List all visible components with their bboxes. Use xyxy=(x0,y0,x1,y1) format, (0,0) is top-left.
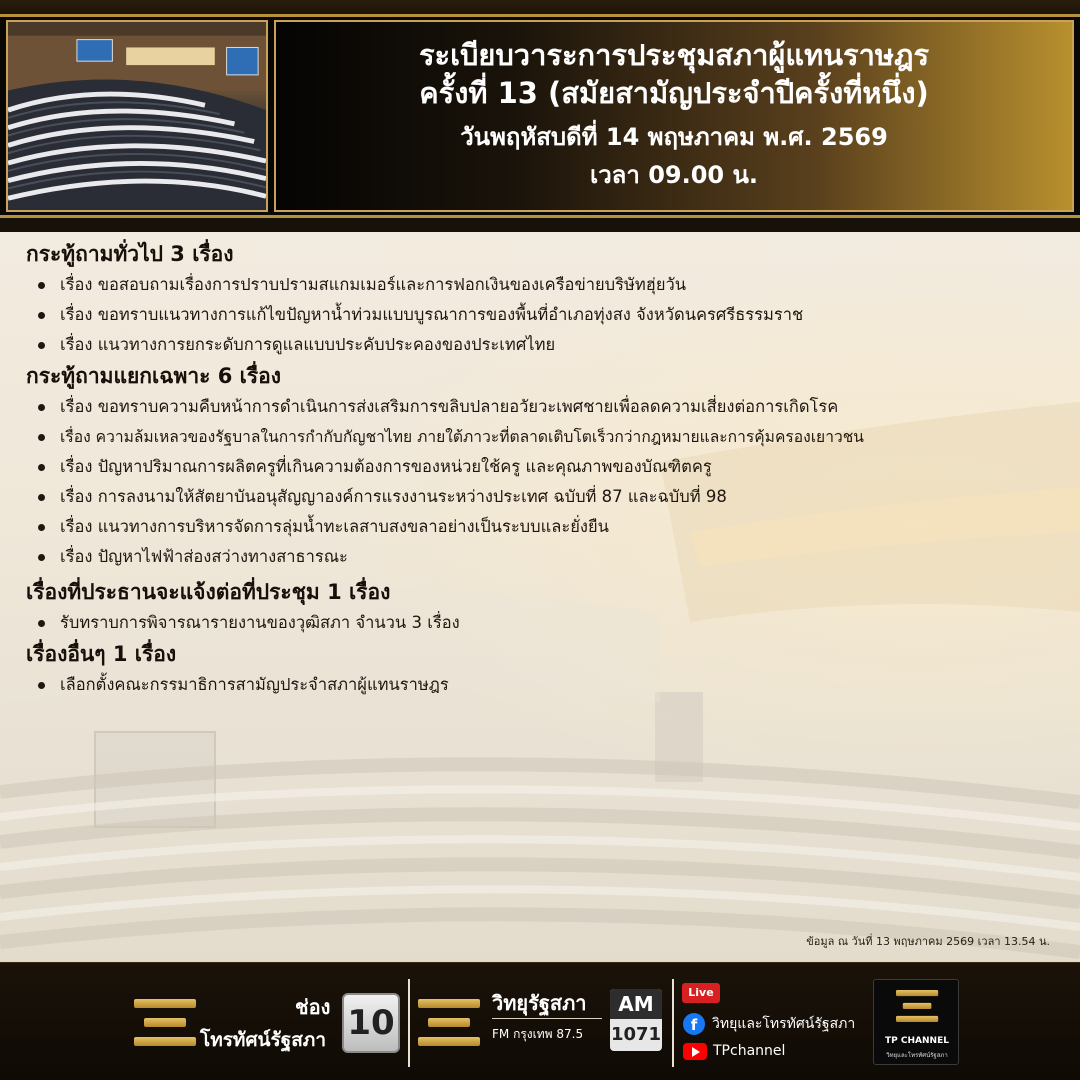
agenda-title: ระเบียบวาระการประชุมสภาผู้แทนราษฎร xyxy=(418,38,930,72)
list-item xyxy=(26,392,1066,422)
facebook-icon[interactable]: f xyxy=(683,1013,705,1035)
bullet-icon xyxy=(38,342,45,349)
list-item-text: เรื่อง ขอทราบความคืบหน้าการดำเนินการส่งเสริมการขลิบปลายอวัยวะเพศชายเพื่อลดความเสี่ยงต่อการเกิดโรค xyxy=(60,397,839,416)
am-label: AM xyxy=(610,989,662,1019)
section-heading-chairman-notice: เรื่องที่ประธานจะแจ้งต่อที่ประชุม 1 เรื่อง xyxy=(26,580,391,604)
parliament-chamber-photo xyxy=(6,20,268,212)
am-frequency-badge xyxy=(610,989,662,1051)
list-item xyxy=(26,300,1066,330)
list-item-text: เรื่อง ความล้มเหลวของรัฐบาลในการกำกับกัญชาไทย ภายใต้ภาวะที่ตลาดเติบโตเร็วกว่ากฎหมายและการคุ้มครองเยาวชน xyxy=(60,428,864,446)
section-heading-general-questions: กระทู้ถามทั่วไป 3 เรื่อง xyxy=(26,242,234,266)
section-heading-other-matters: เรื่องอื่นๆ 1 เรื่อง xyxy=(26,642,177,666)
bullet-icon xyxy=(38,494,45,501)
list-item-text: เรื่อง ขอสอบถามเรื่องการปราบปรามสแกมเมอร์และการฟอกเงินของเครือข่ายบริษัทฮุ่ยวัน xyxy=(60,275,687,294)
youtube-icon[interactable] xyxy=(683,1043,707,1060)
list-item xyxy=(26,542,1066,572)
bullet-icon xyxy=(38,620,45,627)
tp-channel-logo xyxy=(873,979,959,1065)
agenda-body xyxy=(0,232,1080,962)
footer-broadcast-bar xyxy=(0,962,1080,1080)
header xyxy=(0,0,1080,232)
tv-channel-label: ช่อง xyxy=(295,995,331,1019)
bullet-icon xyxy=(38,434,45,441)
am-frequency: 1071 xyxy=(610,1024,662,1045)
general-questions-list xyxy=(26,270,1066,360)
list-item-text: รับทราบการพิจารณารายงานของวุฒิสภา จำนวน 3 เรื่อง xyxy=(60,613,460,632)
live-badge: Live xyxy=(682,983,720,1003)
agenda-title-box xyxy=(274,20,1074,212)
bullet-icon xyxy=(38,404,45,411)
bullet-icon xyxy=(38,312,45,319)
meeting-time: เวลา 09.00 น. xyxy=(589,161,758,189)
meeting-date: วันพฤหัสบดีที่ 14 พฤษภาคม พ.ศ. 2569 xyxy=(460,123,888,151)
list-item-text: เรื่อง ขอทราบแนวทางการแก้ไขปัญหาน้ำท่วมแบบบูรณาการของพื้นที่อำเภอทุ่งสง จังหวัดนครศรีธรรมราช xyxy=(60,305,804,324)
tv-station-name: โทรทัศน์รัฐสภา xyxy=(200,1029,326,1051)
parliament-logo-icon xyxy=(134,999,196,1047)
specific-questions-list xyxy=(26,392,1066,572)
bullet-icon xyxy=(38,554,45,561)
section-heading-specific-questions: กระทู้ถามแยกเฉพาะ 6 เรื่อง xyxy=(26,364,281,388)
radio-name-underline xyxy=(492,1018,602,1019)
footer-divider xyxy=(672,979,674,1067)
list-item xyxy=(26,482,1066,512)
other-matters-list xyxy=(26,670,1066,700)
list-item-text: เรื่อง ปัญหาปริมาณการผลิตครูที่เกินความต้องการของหน่วยใช้ครู และคุณภาพของบัณฑิตครู xyxy=(60,457,712,476)
list-item xyxy=(26,512,1066,542)
list-item xyxy=(26,270,1066,300)
list-item xyxy=(26,608,1066,638)
list-item-text: เรื่อง แนวทางการบริหารจัดการลุ่มน้ำทะเลสาบสงขลาอย่างเป็นระบบและยั่งยืน xyxy=(60,517,609,536)
list-item-text: เลือกตั้งคณะกรรมาธิการสามัญประจำสภาผู้แทนราษฎร xyxy=(60,675,449,694)
bullet-icon xyxy=(38,464,45,471)
parliament-logo-icon xyxy=(896,990,938,1023)
bullet-icon xyxy=(38,282,45,289)
tp-logo-label: TP CHANNEL xyxy=(885,1036,949,1046)
list-item xyxy=(26,422,1066,452)
tv-channel-number-badge: 10 xyxy=(342,993,400,1053)
list-item xyxy=(26,670,1066,700)
list-item xyxy=(26,452,1066,482)
session-number: ครั้งที่ 13 (สมัยสามัญประจำปีครั้งที่หนึ่ง) xyxy=(419,76,929,110)
list-item-text: เรื่อง ปัญหาไฟฟ้าส่องสว่างทางสาธารณะ xyxy=(60,547,348,566)
bullet-icon xyxy=(38,682,45,689)
youtube-channel-link[interactable]: TPchannel xyxy=(713,1043,786,1059)
radio-fm-frequency: FM กรุงเทพ 87.5 xyxy=(492,1027,584,1041)
list-item-text: เรื่อง แนวทางการยกระดับการดูแลแบบประคับประคองของประเทศไทย xyxy=(60,335,556,354)
bullet-icon xyxy=(38,524,45,531)
list-item xyxy=(26,330,1066,360)
footer-divider xyxy=(408,979,410,1067)
tp-logo-subtitle: วิทยุและโทรทัศน์รัฐสภา xyxy=(886,1052,948,1059)
parliament-logo-icon xyxy=(418,999,480,1047)
chairman-notice-list xyxy=(26,608,1066,638)
agenda-content xyxy=(26,238,1066,700)
facebook-page-link[interactable]: วิทยุและโทรทัศน์รัฐสภา xyxy=(712,1016,856,1032)
radio-station-name: วิทยุรัฐสภา xyxy=(492,991,587,1015)
data-timestamp-note: ข้อมูล ณ วันที่ 13 พฤษภาคม 2569 เวลา 13.54 น. xyxy=(806,935,1050,948)
list-item-text: เรื่อง การลงนามให้สัตยาบันอนุสัญญาองค์การแรงงานระหว่างประเทศ ฉบับที่ 87 และฉบับที่ 98 xyxy=(60,487,727,506)
